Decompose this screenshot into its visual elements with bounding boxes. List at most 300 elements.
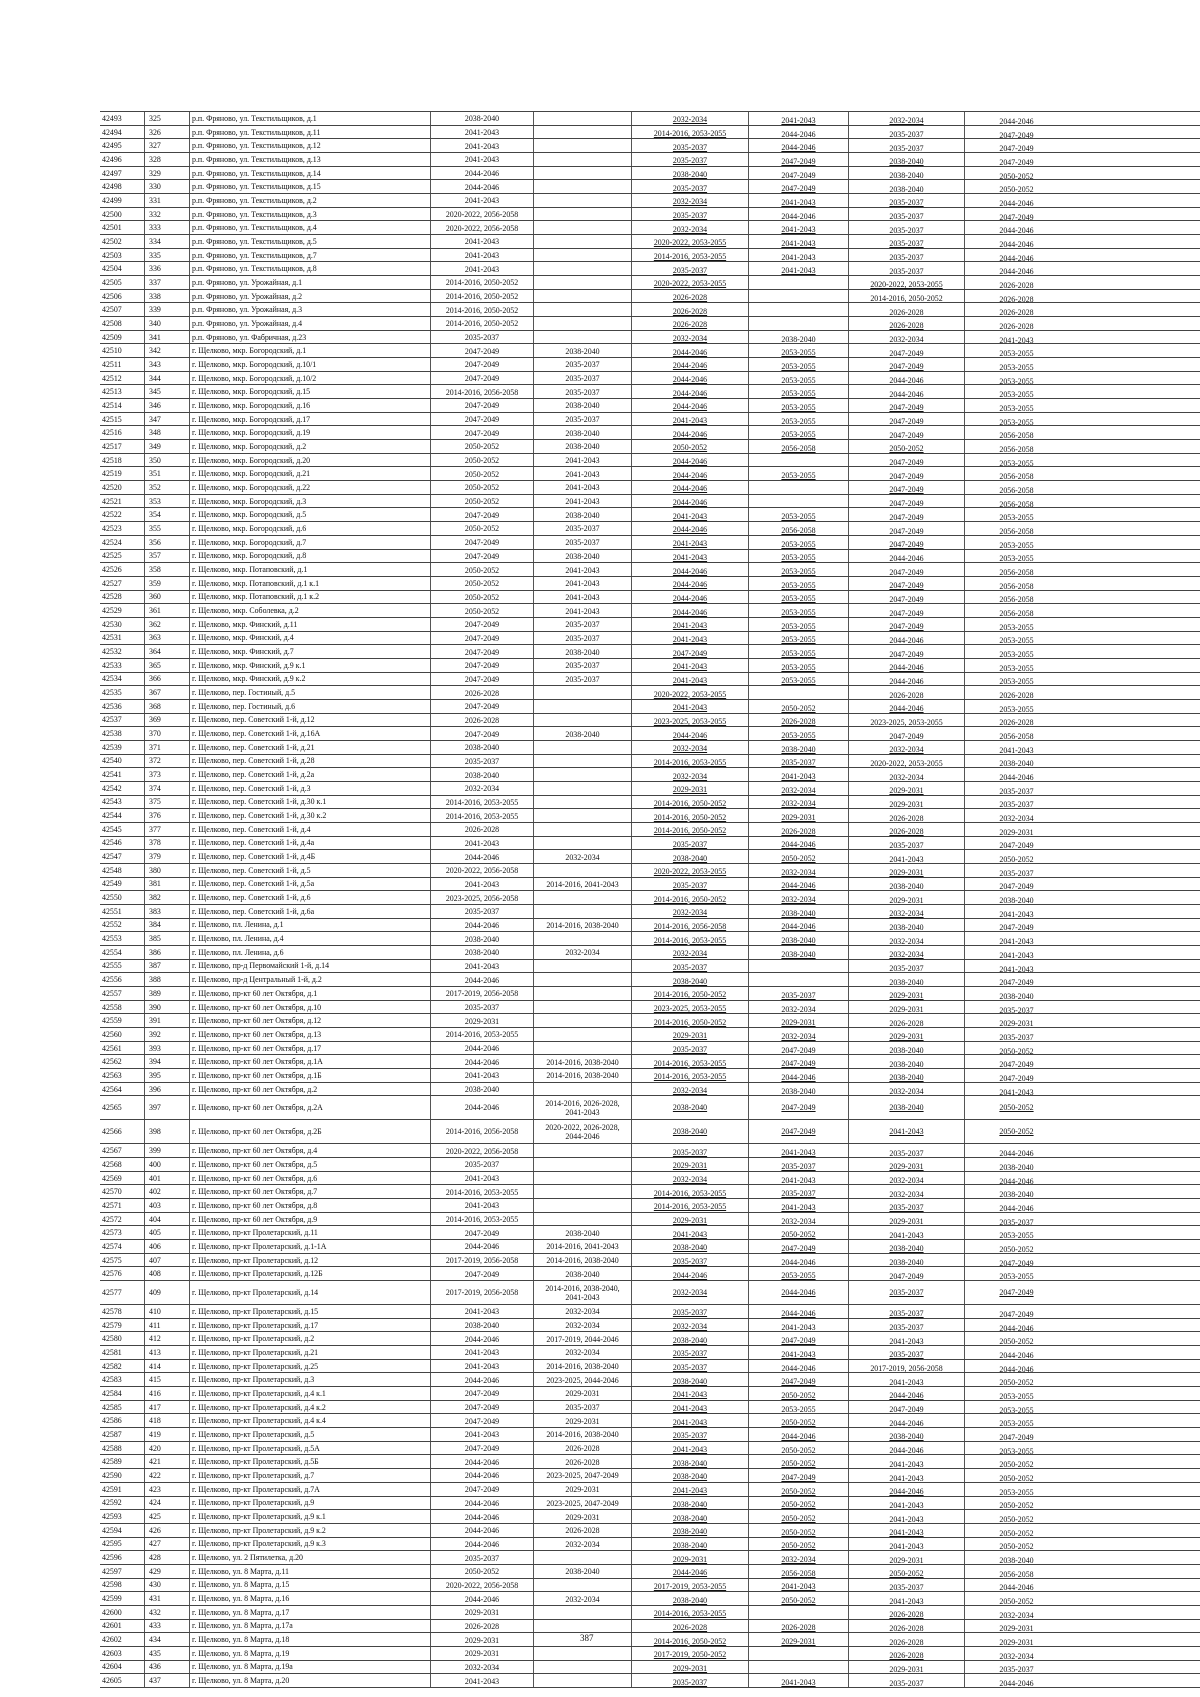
table-row xyxy=(100,836,1200,850)
period-cell-5 xyxy=(848,1240,964,1253)
period-cell-3 xyxy=(631,1305,748,1318)
item-number-cell xyxy=(144,563,192,576)
period-cell-6 xyxy=(964,1483,1068,1496)
cell-text: 42604 xyxy=(102,1662,122,1672)
cell-text: 2035-2037 xyxy=(781,1161,816,1171)
cell-text: 2026-2028 xyxy=(889,1651,924,1660)
cell-text: 2047-2049 xyxy=(999,1258,1034,1267)
cell-text: 341 xyxy=(149,332,161,342)
address-cell xyxy=(189,1158,431,1171)
period-cell-4 xyxy=(748,426,848,439)
item-number-cell xyxy=(144,303,192,316)
record-id-cell xyxy=(100,1226,144,1239)
period-cell-5 xyxy=(848,850,964,863)
cell-text: 42546 xyxy=(102,838,122,848)
address-text: г. Щелково, пл. Ленина, д.6 xyxy=(192,947,284,957)
cell-text: 2050-2052 xyxy=(781,1230,816,1240)
period-cell-2 xyxy=(533,1254,631,1267)
cell-text: 2047-2049 xyxy=(999,212,1034,221)
cell-text: 2032-2034 xyxy=(889,1176,924,1185)
record-id-cell xyxy=(100,208,144,221)
period-cell-5 xyxy=(848,919,964,932)
address-text: г. Щелково, пр-кт 60 лет Октября, д.9 xyxy=(192,1214,318,1224)
period-cell-5 xyxy=(848,112,964,125)
period-text: 2020-2022, 2026-2028, xyxy=(545,1122,620,1132)
period-cell-6 xyxy=(964,960,1068,973)
cell-text: 2029-2031 xyxy=(889,895,924,904)
cell-text: 42566 xyxy=(102,1127,122,1137)
cell-text: 2047-2049 xyxy=(464,1228,500,1238)
period-cell-2 xyxy=(533,591,631,604)
period-cell-4 xyxy=(748,1172,848,1185)
period-cell-4 xyxy=(748,1579,848,1592)
period-cell-3 xyxy=(631,659,748,672)
period-cell-6 xyxy=(964,1213,1068,1226)
cell-text: 2038-2040 xyxy=(464,1085,500,1095)
cell-text: 2041-2043 xyxy=(565,592,600,602)
cell-text: 2056-2058 xyxy=(999,609,1034,617)
period-cell-5 xyxy=(848,1120,964,1143)
period-cell-2 xyxy=(533,303,631,316)
cell-text: 2038-2040 xyxy=(672,1595,708,1605)
address-cell xyxy=(189,823,431,836)
record-id-cell xyxy=(100,331,144,344)
period-cell-5 xyxy=(848,1305,964,1318)
cell-text: 2014-2016, 2041-2043 xyxy=(546,879,619,889)
cell-text: 2026-2028 xyxy=(999,280,1034,289)
cell-text: 2029-2031 xyxy=(889,1664,924,1674)
table-row xyxy=(100,439,1200,453)
period-cell-4 xyxy=(748,1592,848,1605)
period-cell-3 xyxy=(631,727,748,740)
period-cell-3 xyxy=(631,1240,748,1253)
cell-text: 2032-2034 xyxy=(565,948,600,958)
cell-text: 2041-2043 xyxy=(889,1473,924,1482)
period-cell-5 xyxy=(848,317,964,330)
period-cell-6 xyxy=(964,700,1068,713)
table-row xyxy=(100,535,1200,549)
cell-text: 2053-2055 xyxy=(999,349,1034,358)
cell-text: 2041-2043 xyxy=(781,197,816,207)
record-id-cell xyxy=(100,973,144,986)
record-id-cell xyxy=(100,194,144,207)
item-number-cell xyxy=(144,276,192,289)
period-cell-3 xyxy=(631,221,748,234)
address-text: г. Щелково, мкр. Потаповский, д.1 xyxy=(192,565,308,574)
period-cell-4 xyxy=(748,1185,848,1198)
address-text: г. Щелково, пр-кт Пролетарский, д.15 xyxy=(192,1306,319,1316)
period-cell-3 xyxy=(631,1042,748,1055)
cell-text: 42557 xyxy=(102,988,122,998)
table-row xyxy=(100,357,1200,371)
item-number-cell xyxy=(144,1240,192,1253)
period-cell-2 xyxy=(533,1158,631,1171)
cell-text: 2041-2043 xyxy=(672,703,708,713)
cell-text: 42502 xyxy=(102,236,122,246)
record-id-cell xyxy=(100,1538,144,1551)
cell-text: 2044-2046 xyxy=(781,129,816,139)
address-cell xyxy=(189,180,431,193)
cell-text: 2044-2046 xyxy=(464,182,500,192)
table-row xyxy=(100,1427,1200,1441)
cell-text: 2044-2046 xyxy=(672,580,708,590)
cell-text: 2026-2028 xyxy=(565,1526,600,1536)
record-id-cell xyxy=(100,1001,144,1014)
cell-text: 2038-2040 xyxy=(889,157,924,166)
record-id-cell xyxy=(100,153,144,166)
period-cell-1 xyxy=(430,550,533,563)
period-cell-5 xyxy=(848,1083,964,1096)
item-number-cell xyxy=(144,1633,192,1646)
period-cell-2 xyxy=(533,1674,631,1687)
cell-text: 2044-2046 xyxy=(464,1242,500,1252)
item-number-cell xyxy=(144,1469,192,1482)
cell-text: 2053-2055 xyxy=(999,554,1034,563)
period-cell-4 xyxy=(748,796,848,809)
cell-text: 2044-2046 xyxy=(999,1149,1034,1158)
cell-text: 2038-2040 xyxy=(889,1244,924,1253)
table-row xyxy=(100,617,1200,631)
cell-text: 2050-2052 xyxy=(781,1445,816,1455)
period-cell-5 xyxy=(848,823,964,836)
period-cell-6 xyxy=(964,358,1068,371)
cell-text: 2032-2034 xyxy=(889,1087,924,1096)
cell-text: 42558 xyxy=(102,1002,122,1012)
record-id-cell xyxy=(100,1510,144,1523)
record-id-cell xyxy=(100,481,144,494)
cell-text: 2053-2055 xyxy=(781,416,816,426)
period-cell-2 xyxy=(533,727,631,740)
cell-text: 42528 xyxy=(102,592,122,602)
period-cell-3 xyxy=(631,1014,748,1027)
item-number-cell xyxy=(144,1674,192,1687)
cell-text: 425 xyxy=(149,1512,161,1521)
cell-text: 2014-2016, 2053-2055 xyxy=(653,1188,727,1198)
table-row xyxy=(100,1372,1200,1386)
cell-text: 42560 xyxy=(102,1029,122,1039)
cell-text: 379 xyxy=(149,852,161,862)
cell-text: 2032-2034 xyxy=(464,784,500,794)
cell-text: 2053-2055 xyxy=(781,471,816,481)
period-cell-2 xyxy=(533,1346,631,1359)
period-cell-4 xyxy=(748,1281,848,1304)
cell-text: 2029-2031 xyxy=(565,1416,600,1426)
cell-text: 2041-2043 xyxy=(999,950,1034,959)
cell-text: 344 xyxy=(149,373,161,383)
item-number-cell xyxy=(144,1401,192,1414)
period-cell-5 xyxy=(848,180,964,193)
period-cell-1 xyxy=(430,809,533,822)
cell-text: 2032-2034 xyxy=(889,772,924,781)
period-cell-6 xyxy=(964,563,1068,576)
cell-text: 2014-2016, 2056-2058 xyxy=(445,387,519,397)
item-number-cell xyxy=(144,987,192,1000)
record-id-cell xyxy=(100,1305,144,1318)
cell-text: 2035-2037 xyxy=(672,211,708,221)
period-cell-5 xyxy=(848,1346,964,1359)
cell-text: 2056-2058 xyxy=(999,527,1034,535)
period-cell-3 xyxy=(631,1281,748,1304)
cell-text: 2047-2049 xyxy=(999,882,1034,891)
period-cell-3 xyxy=(631,632,748,645)
period-cell-5 xyxy=(848,686,964,699)
address-text: г. Щелково, мкр. Богородский, д.1 xyxy=(192,346,307,356)
cell-text: 42508 xyxy=(102,318,122,328)
cell-text: 2041-2043 xyxy=(672,634,708,644)
cell-text: 2041-2043 xyxy=(464,237,500,247)
cell-text: 42597 xyxy=(102,1566,122,1576)
item-number-cell xyxy=(144,317,192,330)
cell-text: 2053-2055 xyxy=(781,348,816,358)
period-cell-4 xyxy=(748,1028,848,1041)
period-cell-3 xyxy=(631,399,748,412)
cell-text: 2047-2049 xyxy=(464,538,500,548)
cell-text: 42587 xyxy=(102,1429,122,1439)
period-cell-6 xyxy=(964,1647,1068,1660)
period-cell-1 xyxy=(430,1442,533,1455)
record-id-cell xyxy=(100,495,144,508)
cell-text: 2038-2040 xyxy=(999,1556,1034,1564)
cell-text: 2029-2031 xyxy=(781,813,816,822)
cell-text: 42500 xyxy=(102,209,122,219)
address-cell xyxy=(189,1240,431,1253)
cell-text: 2047-2049 xyxy=(464,551,500,561)
period-cell-4 xyxy=(748,768,848,781)
item-number-cell xyxy=(144,194,192,207)
address-cell xyxy=(189,604,431,617)
period-cell-2 xyxy=(533,809,631,822)
item-number-cell xyxy=(144,1120,192,1143)
period-cell-6 xyxy=(964,1469,1068,1482)
cell-text: 2014-2016, 2056-2058 xyxy=(445,1127,519,1137)
cell-text: 2041-2043 xyxy=(672,675,708,685)
table-row xyxy=(100,507,1200,521)
table-row xyxy=(100,248,1200,262)
item-number-cell xyxy=(144,864,192,877)
cell-text: 2044-2046 xyxy=(889,553,924,563)
period-cell-3 xyxy=(631,1455,748,1468)
period-cell-2 xyxy=(533,1305,631,1318)
period-cell-2 xyxy=(533,1360,631,1373)
cell-text: 2029-2031 xyxy=(999,1019,1034,1028)
table-row xyxy=(100,1578,1200,1592)
cell-text: 2047-2049 xyxy=(889,1405,924,1414)
cell-text: 42521 xyxy=(102,496,122,506)
cell-text: 2032-2034 xyxy=(672,949,708,959)
cell-text: 2041-2043 xyxy=(889,1500,924,1510)
period-cell-4 xyxy=(748,755,848,768)
period-cell-1 xyxy=(430,1387,533,1400)
cell-text: 2017-2019, 2056-2058 xyxy=(445,1288,519,1298)
cell-text: 2035-2037 xyxy=(889,1203,924,1212)
period-cell-1 xyxy=(430,1606,533,1619)
cell-text: 420 xyxy=(149,1443,161,1453)
cell-text: 2020-2022, 2056-2058 xyxy=(445,866,519,876)
period-cell-4 xyxy=(748,659,848,672)
cell-text: 2035-2037 xyxy=(565,538,600,548)
period-cell-6 xyxy=(964,864,1068,877)
cell-text: 2044-2046 xyxy=(781,840,816,850)
cell-text: 42494 xyxy=(102,127,122,137)
address-cell xyxy=(189,331,431,344)
cell-text: 42518 xyxy=(102,455,122,465)
period-cell-1 xyxy=(430,522,533,535)
cell-text: 2038-2040 xyxy=(672,1458,708,1468)
cell-text: 42507 xyxy=(102,305,122,315)
cell-text: 42531 xyxy=(102,633,122,643)
period-cell-6 xyxy=(964,919,1068,932)
cell-text: 42591 xyxy=(102,1484,122,1494)
record-id-cell xyxy=(100,1469,144,1482)
cell-text: 2026-2028 xyxy=(999,691,1034,699)
cell-text: 42570 xyxy=(102,1187,122,1197)
address-text: р.п. Фряново, ул. Текстильщиков, д.12 xyxy=(192,141,321,151)
cell-text: 2035-2037 xyxy=(672,265,708,275)
item-number-cell xyxy=(144,1001,192,1014)
address-cell xyxy=(189,1414,431,1427)
cell-text: 42529 xyxy=(102,606,122,616)
cell-text: 2035-2037 xyxy=(889,1350,924,1359)
period-text-continued: 2041-2043 xyxy=(565,1107,600,1117)
period-cell-1 xyxy=(430,1360,533,1373)
cell-text: 2038-2040 xyxy=(889,1103,924,1113)
period-cell-4 xyxy=(748,1455,848,1468)
cell-text: 404 xyxy=(149,1214,161,1224)
table-row xyxy=(100,1171,1200,1185)
cell-text: 2035-2037 xyxy=(781,758,816,768)
item-number-cell xyxy=(144,1014,192,1027)
table-row xyxy=(100,795,1200,809)
period-cell-4 xyxy=(748,440,848,453)
address-cell xyxy=(189,714,431,727)
cell-text: 352 xyxy=(149,482,161,492)
cell-text: 2053-2055 xyxy=(999,390,1034,399)
cell-text: 2038-2040 xyxy=(565,1228,600,1238)
period-cell-1 xyxy=(430,1055,533,1068)
period-cell-4 xyxy=(748,1565,848,1578)
cell-text: 2044-2046 xyxy=(464,1498,500,1508)
period-cell-1 xyxy=(430,1254,533,1267)
cell-text: 2014-2016, 2053-2055 xyxy=(653,252,727,262)
cell-text: 345 xyxy=(149,387,161,397)
cell-text: 2029-2031 xyxy=(781,1018,816,1028)
cell-text: 382 xyxy=(149,893,161,903)
cell-text: 2020-2022, 2056-2058 xyxy=(445,210,519,220)
address-text: г. Щелково, пр-кт Пролетарский, д.21 xyxy=(192,1347,319,1357)
address-cell xyxy=(189,1199,431,1212)
cell-text: 2053-2055 xyxy=(999,636,1034,645)
cell-text: 2014-2016, 2050-2052 xyxy=(445,292,519,302)
period-cell-6 xyxy=(964,1267,1068,1280)
item-number-cell xyxy=(144,905,192,918)
cell-text: 2053-2055 xyxy=(999,1419,1034,1428)
address-cell xyxy=(189,919,431,932)
period-cell-3 xyxy=(631,850,748,863)
cell-text: 42513 xyxy=(102,387,122,397)
period-cell-2 xyxy=(533,1014,631,1027)
period-cell-2 xyxy=(533,850,631,863)
period-cell-1 xyxy=(430,768,533,781)
cell-text: 2020-2022, 2053-2055 xyxy=(653,689,727,699)
cell-text: 2041-2043 xyxy=(565,497,600,507)
cell-text: 42592 xyxy=(102,1498,122,1508)
item-number-cell xyxy=(144,1083,192,1096)
period-cell-5 xyxy=(848,1401,964,1414)
period-cell-1 xyxy=(430,344,533,357)
cell-text: 2056-2058 xyxy=(781,526,816,535)
table-row xyxy=(100,1068,1200,1082)
address-text: р.п. Фряново, ул. Текстильщиков, д.4 xyxy=(192,223,317,233)
period-cell-6 xyxy=(964,782,1068,795)
period-cell-2 xyxy=(533,1647,631,1660)
period-cell-6 xyxy=(964,1144,1068,1157)
period-cell-2 xyxy=(533,358,631,371)
cell-text: 2038-2040 xyxy=(889,184,924,194)
period-cell-3 xyxy=(631,1592,748,1605)
period-cell-3 xyxy=(631,1510,748,1523)
cell-text: 2047-2049 xyxy=(889,430,924,440)
period-cell-3 xyxy=(631,290,748,303)
table-row xyxy=(100,1280,1200,1304)
period-cell-5 xyxy=(848,1414,964,1427)
period-cell-5 xyxy=(848,262,964,275)
period-cell-2 xyxy=(533,645,631,658)
cell-text: 2047-2049 xyxy=(889,540,924,549)
period-cell-1 xyxy=(430,1332,533,1345)
period-cell-6 xyxy=(964,194,1068,207)
period-cell-2 xyxy=(533,440,631,453)
period-cell-3 xyxy=(631,741,748,754)
cell-text: 2050-2052 xyxy=(781,1541,816,1551)
period-cell-6 xyxy=(964,1120,1068,1143)
item-number-cell xyxy=(144,700,192,713)
cell-text: 371 xyxy=(149,742,161,752)
period-cell-2 xyxy=(533,1055,631,1068)
period-text: 2014-2016, 2038-2040, xyxy=(545,1283,620,1293)
period-cell-4 xyxy=(748,782,848,795)
cell-text: 424 xyxy=(149,1498,161,1508)
cell-text: 42523 xyxy=(102,523,122,533)
address-text: г. Щелково, мкр. Богородский, д.2 xyxy=(192,441,307,451)
cell-text: 2056-2058 xyxy=(999,485,1034,494)
cell-text: 2047-2049 xyxy=(889,348,924,358)
period-cell-4 xyxy=(748,1538,848,1551)
period-cell-6 xyxy=(964,550,1068,563)
cell-text: 2050-2052 xyxy=(781,1596,816,1605)
record-id-cell xyxy=(100,1497,144,1510)
period-cell-3 xyxy=(631,208,748,221)
item-number-cell xyxy=(144,153,192,166)
period-cell-6 xyxy=(964,727,1068,740)
period-cell-4 xyxy=(748,809,848,822)
record-id-cell xyxy=(100,1401,144,1414)
cell-text: 2017-2019, 2056-2058 xyxy=(445,1256,519,1266)
table-row xyxy=(100,972,1200,986)
cell-text: 2047-2049 xyxy=(464,401,500,411)
address-cell xyxy=(189,1428,431,1441)
cell-text: 2050-2052 xyxy=(999,1127,1034,1137)
period-cell-3 xyxy=(631,358,748,371)
record-id-cell xyxy=(100,1213,144,1226)
table-row xyxy=(100,658,1200,672)
record-id-cell xyxy=(100,1346,144,1359)
cell-text: 2047-2049 xyxy=(464,674,500,684)
period-cell-4 xyxy=(748,180,848,193)
period-cell-5 xyxy=(848,1332,964,1345)
period-cell-1 xyxy=(430,1069,533,1082)
cell-text: 2029-2031 xyxy=(565,1389,600,1399)
cell-text: 42565 xyxy=(102,1103,122,1113)
